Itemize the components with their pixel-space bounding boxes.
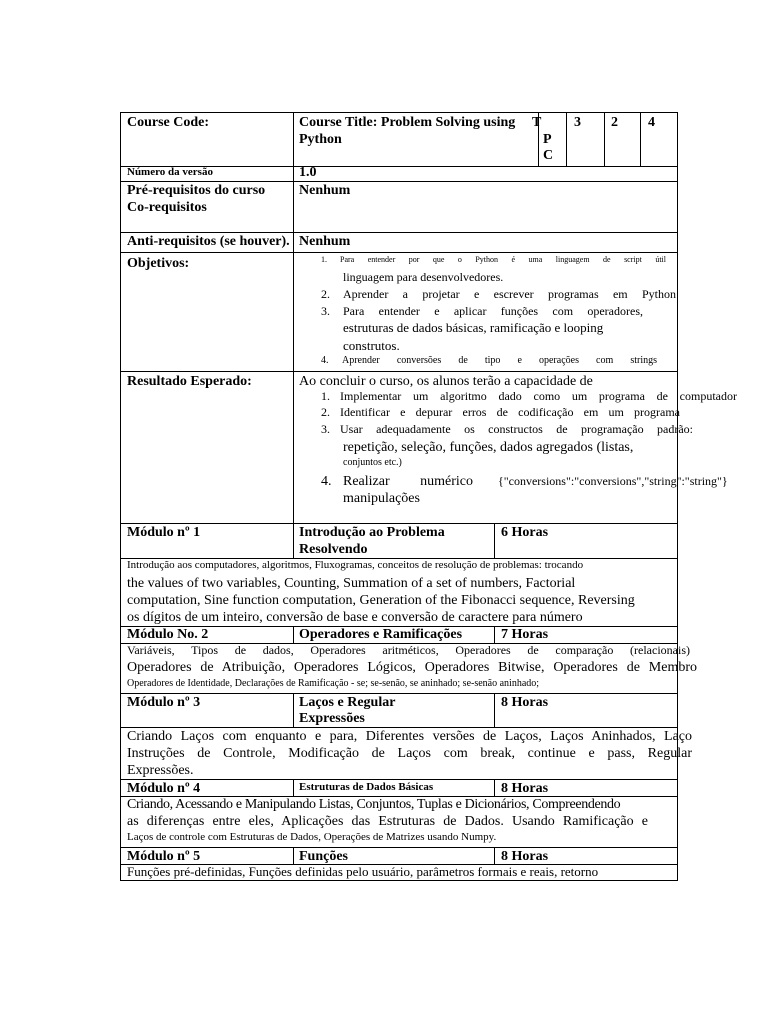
objective-number: 2.	[321, 287, 330, 301]
module-3-content: Criando Laços com enquanto e para, Diferentes versões de Laços, Laços Aninhados, Laço	[127, 729, 692, 744]
rule	[120, 693, 678, 694]
outcome-number: 1.	[321, 389, 330, 403]
module-1-title-cont: Resolvendo	[299, 542, 368, 557]
divider-module5-b	[494, 847, 495, 864]
module-2-content: Variáveis, Tipos de dados, Operadores aritméticos, Operadores de comparação (relacionais)	[127, 643, 690, 657]
divider-module3-a	[293, 693, 294, 727]
outcome-intro: Ao concluir o curso, os alunos terão a capacidade de	[299, 374, 593, 389]
prereq-label: Pré-requisitos do curso	[127, 183, 266, 198]
module-5-title: Funções	[299, 849, 348, 864]
divider-module4-b	[494, 779, 495, 796]
objective-number: 3.	[321, 304, 330, 318]
rule	[120, 779, 678, 780]
objective-item-cont: estruturas de dados básicas, ramificação e looping	[343, 320, 604, 335]
module-3-hours: 8 Horas	[501, 695, 549, 710]
divider-label-column	[293, 112, 294, 523]
module-1-content: os dígitos de um inteiro, conversão de base e conversão de caractere para número	[127, 610, 583, 625]
module-2-content: Operadores de Atribuição, Operadores Lógicos, Operadores Bitwise, Operadores de Membro	[127, 660, 697, 675]
outcome-item: Realizar numérico	[343, 474, 473, 489]
module-2-content: Operadores de Identidade, Declarações de Ramificação - se; se-senão, se aninhado; se-senão aninhado;	[127, 678, 540, 689]
outcome-label: Resultado Esperado:	[127, 374, 252, 389]
module-1-title: Introdução ao Problema	[299, 525, 445, 540]
module-3-title: Laços e Regular	[299, 695, 396, 710]
rule	[120, 252, 678, 253]
module-5-label: Módulo nº 5	[127, 849, 201, 864]
divider-module5-a	[293, 847, 294, 864]
objective-item: Aprender a projetar e escrever programas em Python	[343, 287, 676, 301]
divider-module1-b	[494, 523, 495, 558]
objectives-label: Objetivos:	[127, 256, 190, 271]
divider-credit-t	[604, 112, 605, 166]
rule	[120, 847, 678, 848]
credit-t: 2	[611, 115, 618, 130]
divider-module1-a	[293, 523, 294, 558]
module-1-hours: 6 Horas	[501, 525, 549, 540]
objective-item: Para entender e aplicar funções com operadores,	[343, 304, 643, 318]
module-4-hours: 8 Horas	[501, 781, 549, 796]
module-2-hours: 7 Horas	[501, 627, 549, 642]
module-3-title-cont: Expressões	[299, 711, 365, 726]
course-title-line1: Course Title: Problem Solving using	[299, 115, 516, 130]
outcome-item-cont: conjuntos etc.)	[343, 457, 402, 468]
objective-item: Aprender conversões de tipo e operações com strings	[342, 355, 657, 366]
objective-number: 1.	[321, 255, 327, 264]
module-4-content: as diferenças entre eles, Aplicações das Estruturas de Dados. Usando Ramificação e	[127, 814, 648, 829]
prereq-value: Nenhum	[299, 183, 351, 198]
ltpc-t: T	[532, 115, 542, 130]
divider-module2-a	[293, 626, 294, 643]
module-2-title: Operadores e Ramificações	[299, 627, 463, 642]
module-1-content: computation, Sine function computation, Generation of the Fibonacci sequence, Reversing	[127, 593, 635, 608]
version-value: 1.0	[299, 165, 317, 180]
outcome-overlap-text: {"conversions":"conversions","string":"string"}	[498, 474, 728, 488]
credit-l: 3	[574, 115, 581, 130]
course-title-line2: Python	[299, 132, 342, 147]
objective-number: 4.	[321, 355, 329, 366]
ltpc-c: C	[543, 148, 554, 163]
outcome-item-cont: manipulações	[343, 491, 420, 506]
outcome-item-cont: repetição, seleção, funções, dados agregados (listas,	[343, 440, 634, 455]
outcome-number: 4.	[321, 474, 332, 489]
module-3-label: Módulo nº 3	[127, 695, 201, 710]
credit-p: 4	[648, 115, 655, 130]
course-code-label: Course Code:	[127, 115, 210, 130]
module-1-content: the values of two variables, Counting, Summation of a set of numbers, Factorial	[127, 576, 576, 591]
antireq-label: Anti-requisitos (se houver).	[127, 234, 290, 249]
version-label: Número da versão	[127, 166, 213, 178]
rule	[120, 523, 678, 524]
module-5-content: Funções pré-definidas, Funções definidas pelo usuário, parâmetros formais e reais, retorno	[127, 864, 599, 879]
antireq-value: Nenhum	[299, 234, 351, 249]
outcome-number: 2.	[321, 405, 330, 419]
module-1-content: Introdução aos computadores, algoritmos, Fluxogramas, conceitos de resolução de problemas: trocando	[127, 559, 584, 571]
rule	[120, 727, 678, 728]
rule	[120, 232, 678, 233]
divider-module4-a	[293, 779, 294, 796]
module-3-content: Expressões.	[127, 763, 194, 778]
module-1-label: Módulo nº 1	[127, 525, 201, 540]
outcome-number: 3.	[321, 422, 330, 436]
module-5-hours: 8 Horas	[501, 849, 549, 864]
module-2-label: Módulo No. 2	[127, 627, 209, 642]
outcome-item: Identificar e depurar erros de codificação em um programa	[340, 405, 680, 419]
objective-item: Para entender por que o Python é uma linguagem de script útil	[340, 255, 666, 264]
module-4-title: Estruturas de Dados Básicas	[299, 781, 434, 793]
outcome-item: Implementar um algoritmo dado como um programa de computador	[340, 389, 737, 403]
module-3-content: Instruções de Controle, Modificação de Laços com break, continue e pass, Regular	[127, 746, 692, 761]
rule	[120, 371, 678, 372]
divider-module2-b	[494, 626, 495, 643]
divider-credit-l	[566, 112, 567, 166]
module-4-content: Criando, Acessando e Manipulando Listas, Conjuntos, Tuplas e Dicionários, Compreendendo	[127, 797, 621, 812]
ltpc-p: P	[543, 132, 552, 147]
objective-item-cont: linguagem para desenvolvedores.	[343, 270, 504, 284]
divider-module3-b	[494, 693, 495, 727]
module-4-content: Laços de controle com Estruturas de Dados, Operações de Matrizes usando Numpy.	[127, 831, 497, 843]
objective-item-cont: construtos.	[343, 338, 400, 353]
outcome-item: Usar adequadamente os constructos de programação padrão:	[340, 422, 693, 436]
divider-credit-p	[640, 112, 641, 166]
coreq-label: Co-requisitos	[127, 200, 207, 215]
rule	[120, 181, 678, 182]
module-4-label: Módulo nº 4	[127, 781, 201, 796]
